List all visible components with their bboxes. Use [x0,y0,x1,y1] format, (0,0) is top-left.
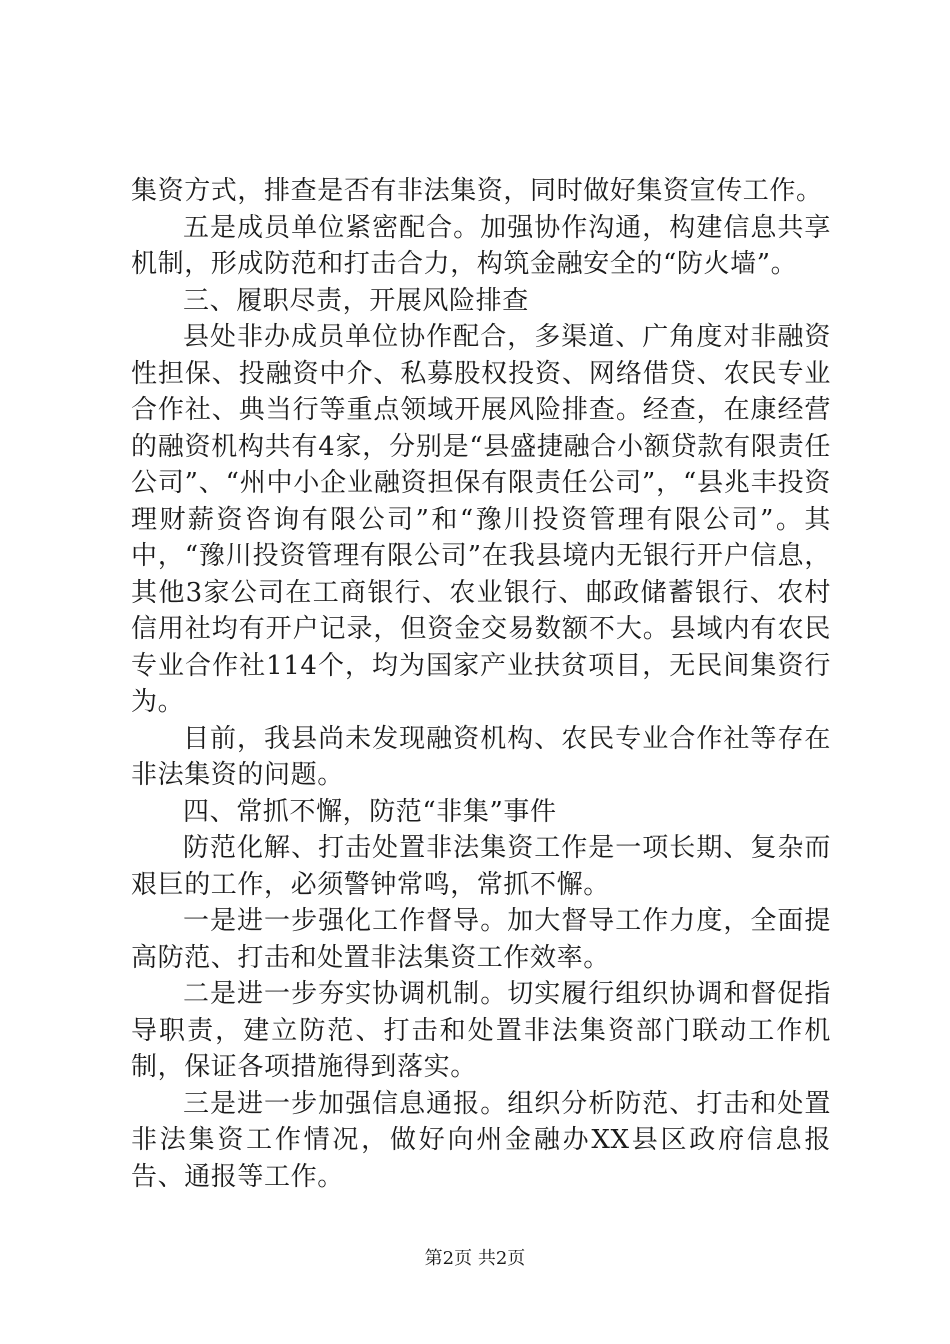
page-footer: 第2页 共2页 [424,1248,526,1269]
paragraph: 集资方式，排查是否有非法集资，同时做好集资宣传工作。 [131,176,823,206]
document-body [131,173,831,1195]
paragraph: 五是成员单位紧密配合。加强协作沟通，构建信息共享机制，形成防范和打击合力，构筑金融安全的“防火墙”。 [131,212,831,279]
section-heading: 三、履职尽责，开展风险排查 [183,285,529,316]
paragraph: 目前，我县尚未发现融资机构、农民专业合作社等存在非法集资的问题。 [131,723,831,790]
paragraph: 二是进一步夯实协调机制。切实履行组织协调和督促指导职责，建立防范、打击和处置非法集资部门联动工作机制，保证各项措施得到落实。 [131,979,831,1082]
paragraph: 县处非办成员单位协作配合，多渠道、广角度对非融资性担保、投融资中介、私募股权投资、网络借贷、农民专业合作社、典当行等重点领域开展风险排查。经查，在康经营的融资机构共有4家，分别是“县盛捷融合小额贷款有限责任公司”、“州中小企业融资担保有限责任公司”，“县兆丰投资理财薪资咨询有限公司”和“豫川投资管理有限公司”。其中，“豫川投资管理有限公司”在我县境内无银行开户信息，其他3家公司在工商银行、农业银行、邮政储蓄银行、农村信用社均有开户记录，但资金交易数额不大。县域内有农民专业合作社114个，均为国家产业扶贫项目，无民间集资行为。 [131,322,831,717]
paragraph: 防范化解、打击处置非法集资工作是一项长期、复杂而艰巨的工作，必须警钟常鸣，常抓不懈。 [131,833,831,900]
paragraph: 一是进一步强化工作督导。加大督导工作力度，全面提高防范、打击和处置非法集资工作效率。 [131,906,831,973]
section-heading: 四、常抓不懈，防范“非集”事件 [183,796,557,827]
paragraph: 三是进一步加强信息通报。组织分析防范、打击和处置非法集资工作情况，做好向州金融办XX县区政府信息报告、通报等工作。 [131,1088,831,1192]
